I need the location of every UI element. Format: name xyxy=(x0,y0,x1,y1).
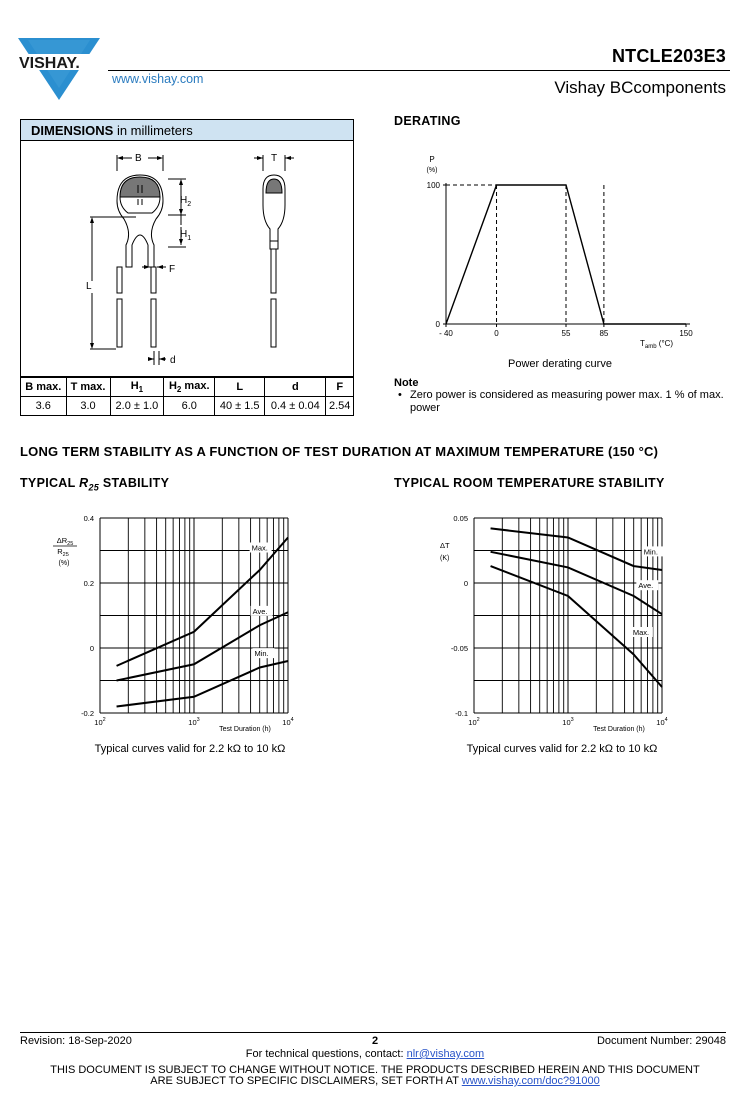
series-label: Min. xyxy=(643,547,658,557)
x-tick-label: - 40 xyxy=(439,329,453,338)
col-d: d xyxy=(265,378,326,397)
r25-chart-caption: Typical curves valid for 2.2 kΩ to 10 kΩ xyxy=(94,743,286,755)
series-label: Min. xyxy=(254,649,269,659)
derating-chart xyxy=(394,150,730,354)
x-tick-label: $10^3$ xyxy=(562,717,574,727)
col-t-max: T max. xyxy=(66,378,110,397)
y-axis-unit: (%) xyxy=(426,167,438,174)
derating-curve xyxy=(446,185,686,324)
y-tick-label: -0.05 xyxy=(450,644,468,653)
x-axis-label: $T_{amb}$ (°C) xyxy=(640,339,674,350)
x-tick-label: 150 xyxy=(679,329,693,338)
footer-divider xyxy=(20,1032,726,1033)
label-b: B xyxy=(135,153,142,164)
series-line-max xyxy=(491,566,662,687)
revision-date: Revision: 18-Sep-2020 xyxy=(20,1035,132,1047)
x-tick-label: $10^4$ xyxy=(282,717,294,727)
r25-stability-chart xyxy=(20,508,320,740)
series-label: Ave. xyxy=(638,581,654,591)
website-link[interactable]: www.vishay.com xyxy=(112,72,204,86)
x-tick-label: $10^2$ xyxy=(468,717,480,727)
series-line-ave xyxy=(117,612,288,680)
col-b-max: B max. xyxy=(21,378,67,397)
y-tick-label: 0 xyxy=(463,579,468,588)
label-t: T xyxy=(271,153,278,164)
long-term-stability-title: LONG TERM STABILITY AS A FUNCTION OF TEST DURATION AT MAXIMUM TEMPERATURE (150 °C) xyxy=(20,444,659,459)
y-tick-label: 100 xyxy=(426,181,440,190)
x-axis-label: Test Duration (h) xyxy=(219,726,271,733)
x-tick-label: $10^2$ xyxy=(94,717,106,727)
y-tick-label: -0.2 xyxy=(81,709,94,718)
x-tick-label: $10^3$ xyxy=(188,717,200,727)
series-line-min xyxy=(491,528,662,570)
label-h1: $H_1$ xyxy=(180,229,192,242)
y-tick-label: 0.2 xyxy=(83,579,94,588)
dimensions-heading xyxy=(20,119,354,141)
x-tick-label: 0 xyxy=(494,329,499,338)
header-divider xyxy=(108,70,730,71)
col-l: L xyxy=(215,378,265,397)
y-axis-label-numerator: $\Delta R_{25}$ xyxy=(56,536,74,547)
part-number: NTCLE203E3 xyxy=(611,46,726,66)
x-axis-label: Test Duration (h) xyxy=(593,726,645,733)
col-f: F xyxy=(326,378,354,397)
r25-stability-title: TYPICAL $R_{25}$ STABILITY xyxy=(20,476,170,493)
logo-text: VISHAY. xyxy=(19,55,80,72)
x-tick-label: $10^4$ xyxy=(656,717,668,727)
dimension-drawing xyxy=(20,141,354,377)
x-tick-label: 55 xyxy=(561,329,571,338)
y-tick-label: 0 xyxy=(435,320,440,329)
company-name: Vishay BCcomponents xyxy=(554,78,726,97)
dimensions-title: DIMENSIONS xyxy=(31,123,114,138)
value-d: 0.4 ± 0.04 xyxy=(265,397,326,416)
label-f: F xyxy=(169,264,176,275)
disclaimer-line-2: ARE SUBJECT TO SPECIFIC DISCLAIMERS, SET FORTH AT www.vishay.com/doc?91000 xyxy=(150,1075,600,1087)
value-l: 40 ± 1.5 xyxy=(215,397,265,416)
y-tick-label: 0.4 xyxy=(83,514,94,523)
derating-caption: Power derating curve xyxy=(508,358,612,370)
value-f: 2.54 xyxy=(326,397,354,416)
label-h2: $H_2$ xyxy=(180,195,192,208)
series-label: Max. xyxy=(632,628,650,637)
y-axis-label-unit: (K) xyxy=(440,555,450,562)
note-bullet: • xyxy=(398,389,402,401)
contact-line: For technical questions, contact: nlr@vishay.com xyxy=(245,1048,485,1060)
note-title: Note xyxy=(394,377,419,389)
room-stability-chart xyxy=(394,508,694,740)
room-chart-caption: Typical curves valid for 2.2 kΩ to 10 kΩ xyxy=(466,743,658,755)
y-tick-label: 0 xyxy=(89,644,94,653)
y-axis-label-unit: (%) xyxy=(58,560,70,567)
y-tick-label: -0.1 xyxy=(455,709,468,718)
series-line-max xyxy=(117,538,288,666)
room-temperature-stability-title: TYPICAL ROOM TEMPERATURE STABILITY xyxy=(394,476,665,490)
col-h1: $H_1$ xyxy=(110,378,164,397)
dimensions-table xyxy=(20,377,354,416)
vishay-logo xyxy=(18,38,104,104)
document-number: Document Number: 29048 xyxy=(596,1035,726,1047)
y-axis-label: P xyxy=(429,155,435,164)
value-h1: 2.0 ± 1.0 xyxy=(110,397,164,416)
disclaimer-link[interactable]: www.vishay.com/doc?91000 xyxy=(461,1075,600,1087)
series-line-min xyxy=(117,661,288,707)
disclaimer-line-1: THIS DOCUMENT IS SUBJECT TO CHANGE WITHOUT NOTICE. THE PRODUCTS DESCRIBED HEREIN AND THIS DOCUMENT xyxy=(50,1064,700,1076)
y-axis-label: ΔT xyxy=(440,541,450,550)
y-axis-label-denominator: $R_{25}$ xyxy=(57,547,69,558)
value-h2-max: 6.0 xyxy=(164,397,215,416)
note-body: Zero power is considered as measuring power max. 1 % of max. power xyxy=(410,389,724,414)
col-h2-max: $H_2$ max. xyxy=(164,378,215,397)
dimensions-header-row xyxy=(21,378,354,397)
x-tick-label: 85 xyxy=(599,329,609,338)
dimensions-value-row xyxy=(21,397,354,416)
derating-title: DERATING xyxy=(394,114,461,128)
value-t-max: 3.0 xyxy=(66,397,110,416)
label-d: d xyxy=(170,355,176,366)
label-l: L xyxy=(86,281,92,292)
y-tick-label: 0.05 xyxy=(453,514,468,523)
dimensions-units: in millimeters xyxy=(113,123,193,138)
series-label: Max. xyxy=(251,543,268,553)
page-number: 2 xyxy=(371,1035,379,1047)
note-text xyxy=(398,389,728,415)
contact-email-link[interactable]: nlr@vishay.com xyxy=(406,1048,485,1060)
series-label: Ave. xyxy=(252,606,268,616)
value-b-max: 3.6 xyxy=(21,397,67,416)
